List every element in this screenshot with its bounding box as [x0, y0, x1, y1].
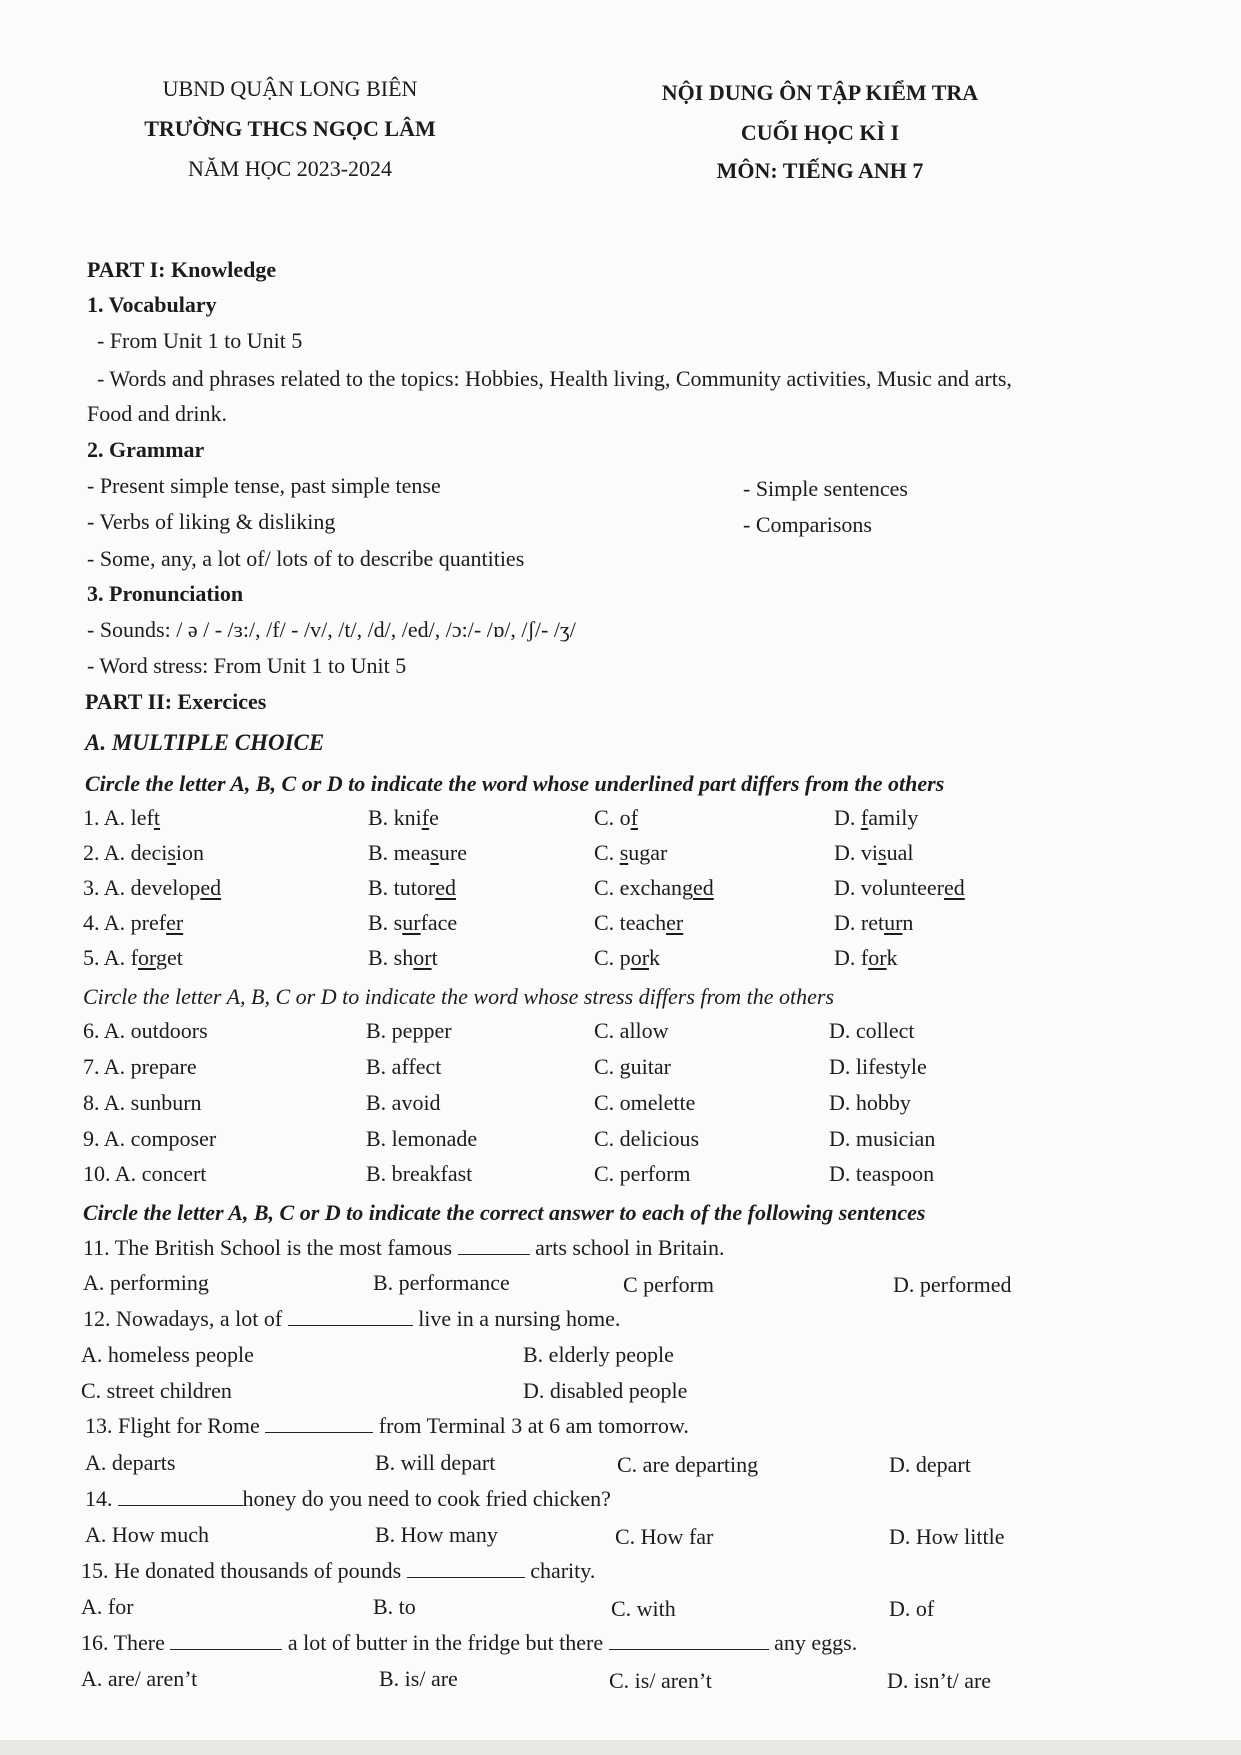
part2-title: PART II: Exercices — [85, 689, 267, 714]
option-text: B. kni — [368, 805, 422, 830]
option-text: C. exchang — [594, 875, 693, 900]
vocab-title: 1. Vocabulary — [87, 292, 217, 317]
question-16 — [81, 1630, 857, 1656]
option-text: D. f — [834, 945, 869, 970]
option-d[interactable]: D. disabled people — [523, 1378, 688, 1403]
option-c[interactable]: C. delicious — [594, 1126, 700, 1151]
question-text: 16. There — [81, 1630, 165, 1655]
underlined-part: er — [166, 910, 184, 935]
question-15 — [81, 1558, 595, 1584]
option-text: 5. A. f — [83, 945, 138, 970]
option-a[interactable] — [83, 945, 183, 971]
option-text: C. teach — [594, 910, 667, 935]
option-b[interactable]: B. elderly people — [523, 1342, 674, 1367]
underlined-part: s — [619, 840, 629, 865]
question-12 — [83, 1306, 620, 1332]
question-text: a lot of butter in the fridge but there — [287, 1630, 604, 1655]
underlined-part: er — [666, 910, 684, 935]
option-a[interactable]: A. homeless people — [81, 1342, 254, 1367]
answer-blank — [288, 1307, 413, 1326]
option-a[interactable]: 10. A. concert — [83, 1161, 207, 1186]
header-district: UBND QUẬN LONG BIÊN — [162, 76, 418, 101]
header-subject: MÔN: TIẾNG ANH 7 — [716, 158, 924, 183]
underlined-part: s — [430, 840, 439, 865]
question-text: 15. He donated thousands of pounds — [81, 1558, 402, 1583]
option-d[interactable]: D. of — [889, 1596, 935, 1621]
option-a[interactable] — [83, 910, 183, 936]
option-d[interactable]: D. teaspoon — [829, 1161, 935, 1186]
option-text: ion — [175, 840, 205, 865]
question-text: live in a nursing home. — [418, 1306, 621, 1331]
option-text: k — [886, 945, 898, 970]
option-a[interactable] — [83, 805, 160, 831]
answer-blank — [458, 1236, 530, 1255]
option-a[interactable]: 7. A. prepare — [83, 1054, 197, 1079]
option-text: get — [155, 945, 183, 970]
grammar-title: 2. Grammar — [87, 437, 205, 462]
underlined-part: or — [868, 945, 887, 970]
option-a[interactable]: A. departs — [85, 1450, 176, 1475]
question-text: arts school in Britain. — [535, 1235, 725, 1260]
option-d[interactable] — [834, 910, 913, 936]
option-text: face — [420, 910, 458, 935]
option-c[interactable]: C. guitar — [594, 1054, 671, 1079]
option-d[interactable]: D. hobby — [829, 1090, 911, 1115]
underlined-part: ed — [943, 875, 965, 900]
scan-edge — [0, 1740, 1241, 1755]
answer-blank — [609, 1631, 769, 1650]
question-text: charity. — [530, 1558, 596, 1583]
option-d[interactable]: D. How little — [889, 1524, 1005, 1549]
option-b[interactable] — [368, 910, 457, 936]
option-a[interactable] — [83, 875, 221, 901]
header-term: CUỐI HỌC KÌ I — [740, 120, 900, 145]
option-c[interactable] — [594, 805, 638, 831]
option-c[interactable]: C. street children — [81, 1378, 232, 1403]
option-d[interactable]: D. depart — [889, 1452, 971, 1477]
vocab-line: Food and drink. — [87, 401, 227, 426]
option-c[interactable] — [594, 910, 683, 936]
option-c[interactable] — [594, 945, 660, 971]
option-c[interactable] — [594, 875, 714, 901]
option-text: B. s — [368, 910, 403, 935]
vocab-line: - Words and phrases related to the topics: Hobbies, Health living, Community activities, Music and arts, — [97, 366, 1012, 391]
pronunciation-stress: - Word stress: From Unit 1 to Unit 5 — [87, 653, 407, 678]
question-text: 13. Flight for Rome — [85, 1413, 260, 1438]
question-text: 12. Nowadays, a lot of — [83, 1306, 283, 1331]
option-b[interactable]: B. is/ are — [379, 1666, 458, 1691]
underlined-part: or — [413, 945, 432, 970]
question-text: from Terminal 3 at 6 am tomorrow. — [378, 1413, 689, 1438]
option-c[interactable]: C. with — [611, 1596, 676, 1621]
question-text: any eggs. — [774, 1630, 858, 1655]
question-11 — [83, 1235, 725, 1261]
option-b[interactable]: B. avoid — [366, 1090, 441, 1115]
question-text: honey do you need to cook fried chicken? — [242, 1486, 611, 1511]
option-b[interactable]: B. to — [373, 1594, 416, 1619]
answer-blank — [265, 1414, 373, 1433]
option-b[interactable]: B. pepper — [366, 1018, 452, 1043]
option-c[interactable]: C. perform — [594, 1161, 691, 1186]
option-text: e — [429, 805, 439, 830]
grammar-item: - Comparisons — [743, 512, 872, 537]
option-text: D. ret — [834, 910, 885, 935]
option-text: n — [902, 910, 914, 935]
option-b[interactable]: B. breakfast — [366, 1161, 473, 1186]
option-text: C. o — [594, 805, 631, 830]
question-text: 11. The British School is the most famous — [83, 1235, 453, 1260]
option-text: 4. A. pref — [83, 910, 167, 935]
option-b[interactable] — [368, 805, 439, 831]
option-c[interactable]: C perform — [623, 1272, 715, 1297]
option-a[interactable] — [83, 840, 204, 866]
underlined-part: or — [138, 945, 156, 970]
underlined-part: ur — [884, 910, 903, 935]
option-text: t — [431, 945, 438, 970]
grammar-item: - Some, any, a lot of/ lots of to describe quantities — [87, 546, 525, 571]
option-text: ual — [886, 840, 914, 865]
option-d[interactable]: D. performed — [893, 1272, 1012, 1297]
option-text: B. sh — [368, 945, 414, 970]
instruction: Circle the letter A, B, C or D to indicate the word whose underlined part differs from the others — [85, 771, 945, 796]
pronunciation-sounds: - Sounds: / ə / - /ɜ:/, /f/ - /v/, /t/, /d/, /ed/, /ɔ:/- /ɒ/, /ʃ/- /ʒ/ — [87, 617, 576, 642]
option-a[interactable]: A. are/ aren’t — [81, 1666, 198, 1691]
answer-blank — [407, 1559, 525, 1578]
option-text: ugar — [628, 840, 668, 865]
option-d[interactable] — [834, 805, 918, 831]
question-14 — [85, 1486, 611, 1512]
option-d[interactable]: D. collect — [829, 1018, 915, 1043]
vocab-line: - From Unit 1 to Unit 5 — [97, 328, 303, 353]
option-d[interactable]: D. isn’t/ are — [887, 1668, 992, 1693]
option-d[interactable] — [834, 840, 913, 866]
header-title: NỘI DUNG ÔN TẬP KIỂM TRA — [661, 80, 979, 105]
option-b[interactable]: B. will depart — [375, 1450, 496, 1475]
option-text: 1. A. lef — [83, 805, 154, 830]
instruction: Circle the letter A, B, C or D to indicate the correct answer to each of the following sentences — [83, 1200, 926, 1225]
option-d[interactable] — [834, 875, 965, 901]
option-b[interactable] — [368, 945, 438, 971]
underlined-part: ed — [692, 875, 714, 900]
option-text: C. — [594, 840, 620, 865]
underlined-part: s — [878, 840, 887, 865]
instruction: Circle the letter A, B, C or D to indicate the word whose stress differs from the others — [83, 984, 835, 1009]
option-c[interactable]: C. How far — [615, 1524, 714, 1549]
option-b[interactable]: B. How many — [375, 1522, 498, 1547]
option-text: 3. A. develop — [83, 875, 201, 900]
option-text: ure — [438, 840, 467, 865]
answer-blank — [170, 1631, 282, 1650]
option-a[interactable]: A. for — [81, 1594, 134, 1619]
option-c[interactable]: C. are departing — [617, 1452, 759, 1477]
underlined-part: f — [630, 805, 639, 830]
option-text: amily — [868, 805, 919, 830]
underlined-part: or — [630, 945, 650, 970]
option-text: D. vi — [834, 840, 878, 865]
option-d[interactable] — [834, 945, 898, 971]
question-text: 14. — [85, 1486, 113, 1511]
option-a[interactable]: A. How much — [85, 1522, 210, 1547]
pronunciation-title: 3. Pronunciation — [87, 581, 244, 606]
section-a-title: A. MULTIPLE CHOICE — [85, 730, 325, 755]
grammar-item: - Simple sentences — [743, 476, 908, 501]
option-text: D. volunteer — [834, 875, 944, 900]
answer-blank — [118, 1487, 243, 1506]
underlined-part: ed — [435, 875, 456, 900]
underlined-part: ed — [200, 875, 222, 900]
option-c[interactable]: C. is/ aren’t — [609, 1668, 712, 1693]
option-c[interactable] — [594, 840, 667, 866]
option-a[interactable]: 8. A. sunburn — [83, 1090, 202, 1115]
header-year: NĂM HỌC 2023-2024 — [187, 156, 393, 181]
option-b[interactable]: B. performance — [373, 1270, 510, 1295]
question-13 — [85, 1413, 689, 1439]
option-text: B. mea — [368, 840, 431, 865]
grammar-item: - Verbs of liking & disliking — [87, 509, 336, 534]
header-school: TRƯỜNG THCS NGỌC LÂM — [144, 116, 436, 141]
option-b[interactable]: B. lemonade — [366, 1126, 478, 1151]
option-d[interactable]: D. musician — [829, 1126, 936, 1151]
option-text: C. p — [594, 945, 631, 970]
option-c[interactable]: C. omelette — [594, 1090, 696, 1115]
option-b[interactable] — [368, 840, 467, 866]
underlined-part: f — [421, 805, 430, 830]
underlined-part: s — [167, 840, 176, 865]
option-c[interactable]: C. allow — [594, 1018, 669, 1043]
option-a[interactable]: A. performing — [83, 1270, 209, 1295]
option-b[interactable] — [368, 875, 456, 901]
option-text: D. — [834, 805, 861, 830]
option-text: k — [649, 945, 661, 970]
option-a[interactable]: 9. A. composer — [83, 1126, 217, 1151]
grammar-item: - Present simple tense, past simple tense — [87, 473, 441, 498]
option-b[interactable]: B. affect — [366, 1054, 442, 1079]
option-d[interactable]: D. lifestyle — [829, 1054, 927, 1079]
underlined-part: ur — [402, 910, 421, 935]
option-text: 2. A. deci — [83, 840, 168, 865]
option-text: B. tutor — [368, 875, 436, 900]
part1-title: PART I: Knowledge — [87, 257, 277, 282]
underlined-part: t — [153, 805, 161, 830]
underlined-part: f — [860, 805, 869, 830]
option-a[interactable]: 6. A. outdoors — [83, 1018, 208, 1043]
